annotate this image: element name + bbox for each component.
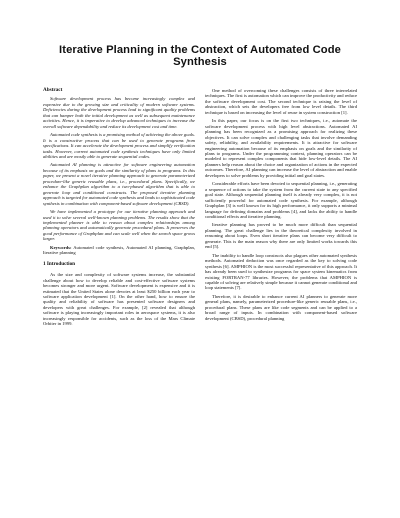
abstract-body [43, 96, 195, 241]
body-paragraph: Therefore, it is desirable to enhance current AI planners to generate more general plans, namely, parameterized procedure-like generic reusable plans, i.e., procedural plans. These plans are like code segments and can be applied to a broad range of inputs. In combination with component-based software development (CBSD), procedural planning [205, 293, 357, 321]
section-heading-introduction: 1 Introduction [43, 260, 76, 267]
abstract-paragraph: We have implemented a prototype for our iterative planning approach and used it to solve several well-known planning problems. The results show that the implemented planner is able to reason about complex relationships among planning operators and automatically generate procedural plans. It preserves the good performance of Graphplan and can scale well when the search space grows larger. [43, 209, 195, 242]
abstract-paragraph: Automated code synthesis is a promising method of achieving the above goals. It is a constructive process that can be used to generate programs from specifications. It can accelerate the development process and simplify verification tasks. However, current automated code synthesis techniques have only limited abilities and are mostly able to generate sequential codes. [43, 132, 195, 159]
body-paragraph: The inability to handle loop constructs also plagues other automated synthesis methods. Automated deduction was once regarded as the key to solving code synthesis [6]. AMPHION is the most successful representative of this approach. It has already been used to synthesize programs for space system kinematics from existing FORTRAN-77 libraries. However, the problems that AMPHION is capable of solving are relatively simple because it cannot generate conditional and loop statements [7]. [205, 252, 357, 291]
right-column [205, 88, 357, 330]
keywords-label: Keywords: [50, 244, 72, 250]
intro-paragraph: As the size and complexity of software systems increase, the substantial challenge about how to develop reliable and cost-effective software systems becomes stronger and more urgent. Software development is expensive and it is estimated that the United States alone devotes at least $250 billion each year to software application development [1]. On the other hand, how to ensure the quality and reliability of software has presented software designers and developers with great challenges. For example, [2] revealed that although software is playing increasingly important roles in aerospace systems, it is also increasingly responsible for accidents, such as the loss of the Mars Climate Orbiter in 1999. [43, 272, 195, 327]
keywords-line [43, 245, 195, 256]
two-column-body [43, 88, 357, 330]
keywords-text: Automated code synthesis, Automated AI planning, Graphplan, Iterative planning [43, 244, 195, 256]
body-paragraph: One method of overcoming these challenges consists of three interrelated techniques. The first is automation which can improve the productivity and reduce the software development cost. The second technique is raising the level of abstraction, which sets the developers free from low level details. The third technique is based on increasing the level of reuse in system construction [1]. [205, 88, 357, 115]
body-paragraph: In this paper, our focus is on the first two techniques, i.e., automate the software development process with high level abstractions. Automated AI planning has been recognized as a promising approach for realizing these objectives. It can solve complex and challenging tasks that involve demanding safety, reliability, and availability requirements. It is attractive for software engineering automation because of its emphasis on goals and the similarity of plans to programs. Under the programming context, planning operators can be modeled to represent complex components that hide low-level details. The AI planners help reason about the choice and organization of actions in the expected outcomes. Therefore, AI planning can increase the level of abstraction and enable developers to solve problems by providing initial and goal states. [205, 118, 357, 178]
abstract-paragraph: Software development process has become increasingly complex and expensive due to the growing size and criticality of modern software systems. Deficiencies during the development process lead to significant quality problems that can hamper both the initial development as well as subsequent maintenance activities. Hence, it is imperative to develop advanced techniques to increase the overall software dependability and reduce its development cost and time. [43, 96, 195, 129]
body-paragraph: Considerable efforts have been devoted to sequential planning, i.e., generating a sequence of actions to take the system from the current state to any specified goal state. Although sequential planning itself is already very complex, it is not sufficiently powerful for automated code synthesis. For example, although Graphplan [3] is well known for its high performance, it only supports a minimal language for defining domains and problems [4], and lacks the ability to handle conditional effects and iterative planning. [205, 181, 357, 219]
left-column [43, 88, 195, 330]
body-paragraph: Iterative planning has proved to be much more difficult than sequential planning. The great challenge lies in the theoretical complexity involved in reasoning about loops. Even short iterative plans can become very difficult to generate. This is the main reason why there are only limited works towards this end [5]. [205, 222, 357, 250]
abstract-paragraph: Automated AI planning is attractive for software engineering automation because of its emphasis on goals and the similarity of plans to programs. In this paper, we present a novel iterative planning approach to generate parameterized procedure-like generic reusable plans, i.e., procedural plans. Specifically, we enhance the Graphplan algorithm to a two-phased algorithm that is able to generate loop and conditional constructs. The proposed iterative planning approach is targeted for automated code synthesis and leads to sophisticated code synthesis in combination with component-based software development (CBSD). [43, 162, 195, 206]
abstract-heading: Abstract [43, 87, 63, 93]
paper-title: Iterative Planning in the Context of Automated Code Synthesis [59, 44, 341, 68]
